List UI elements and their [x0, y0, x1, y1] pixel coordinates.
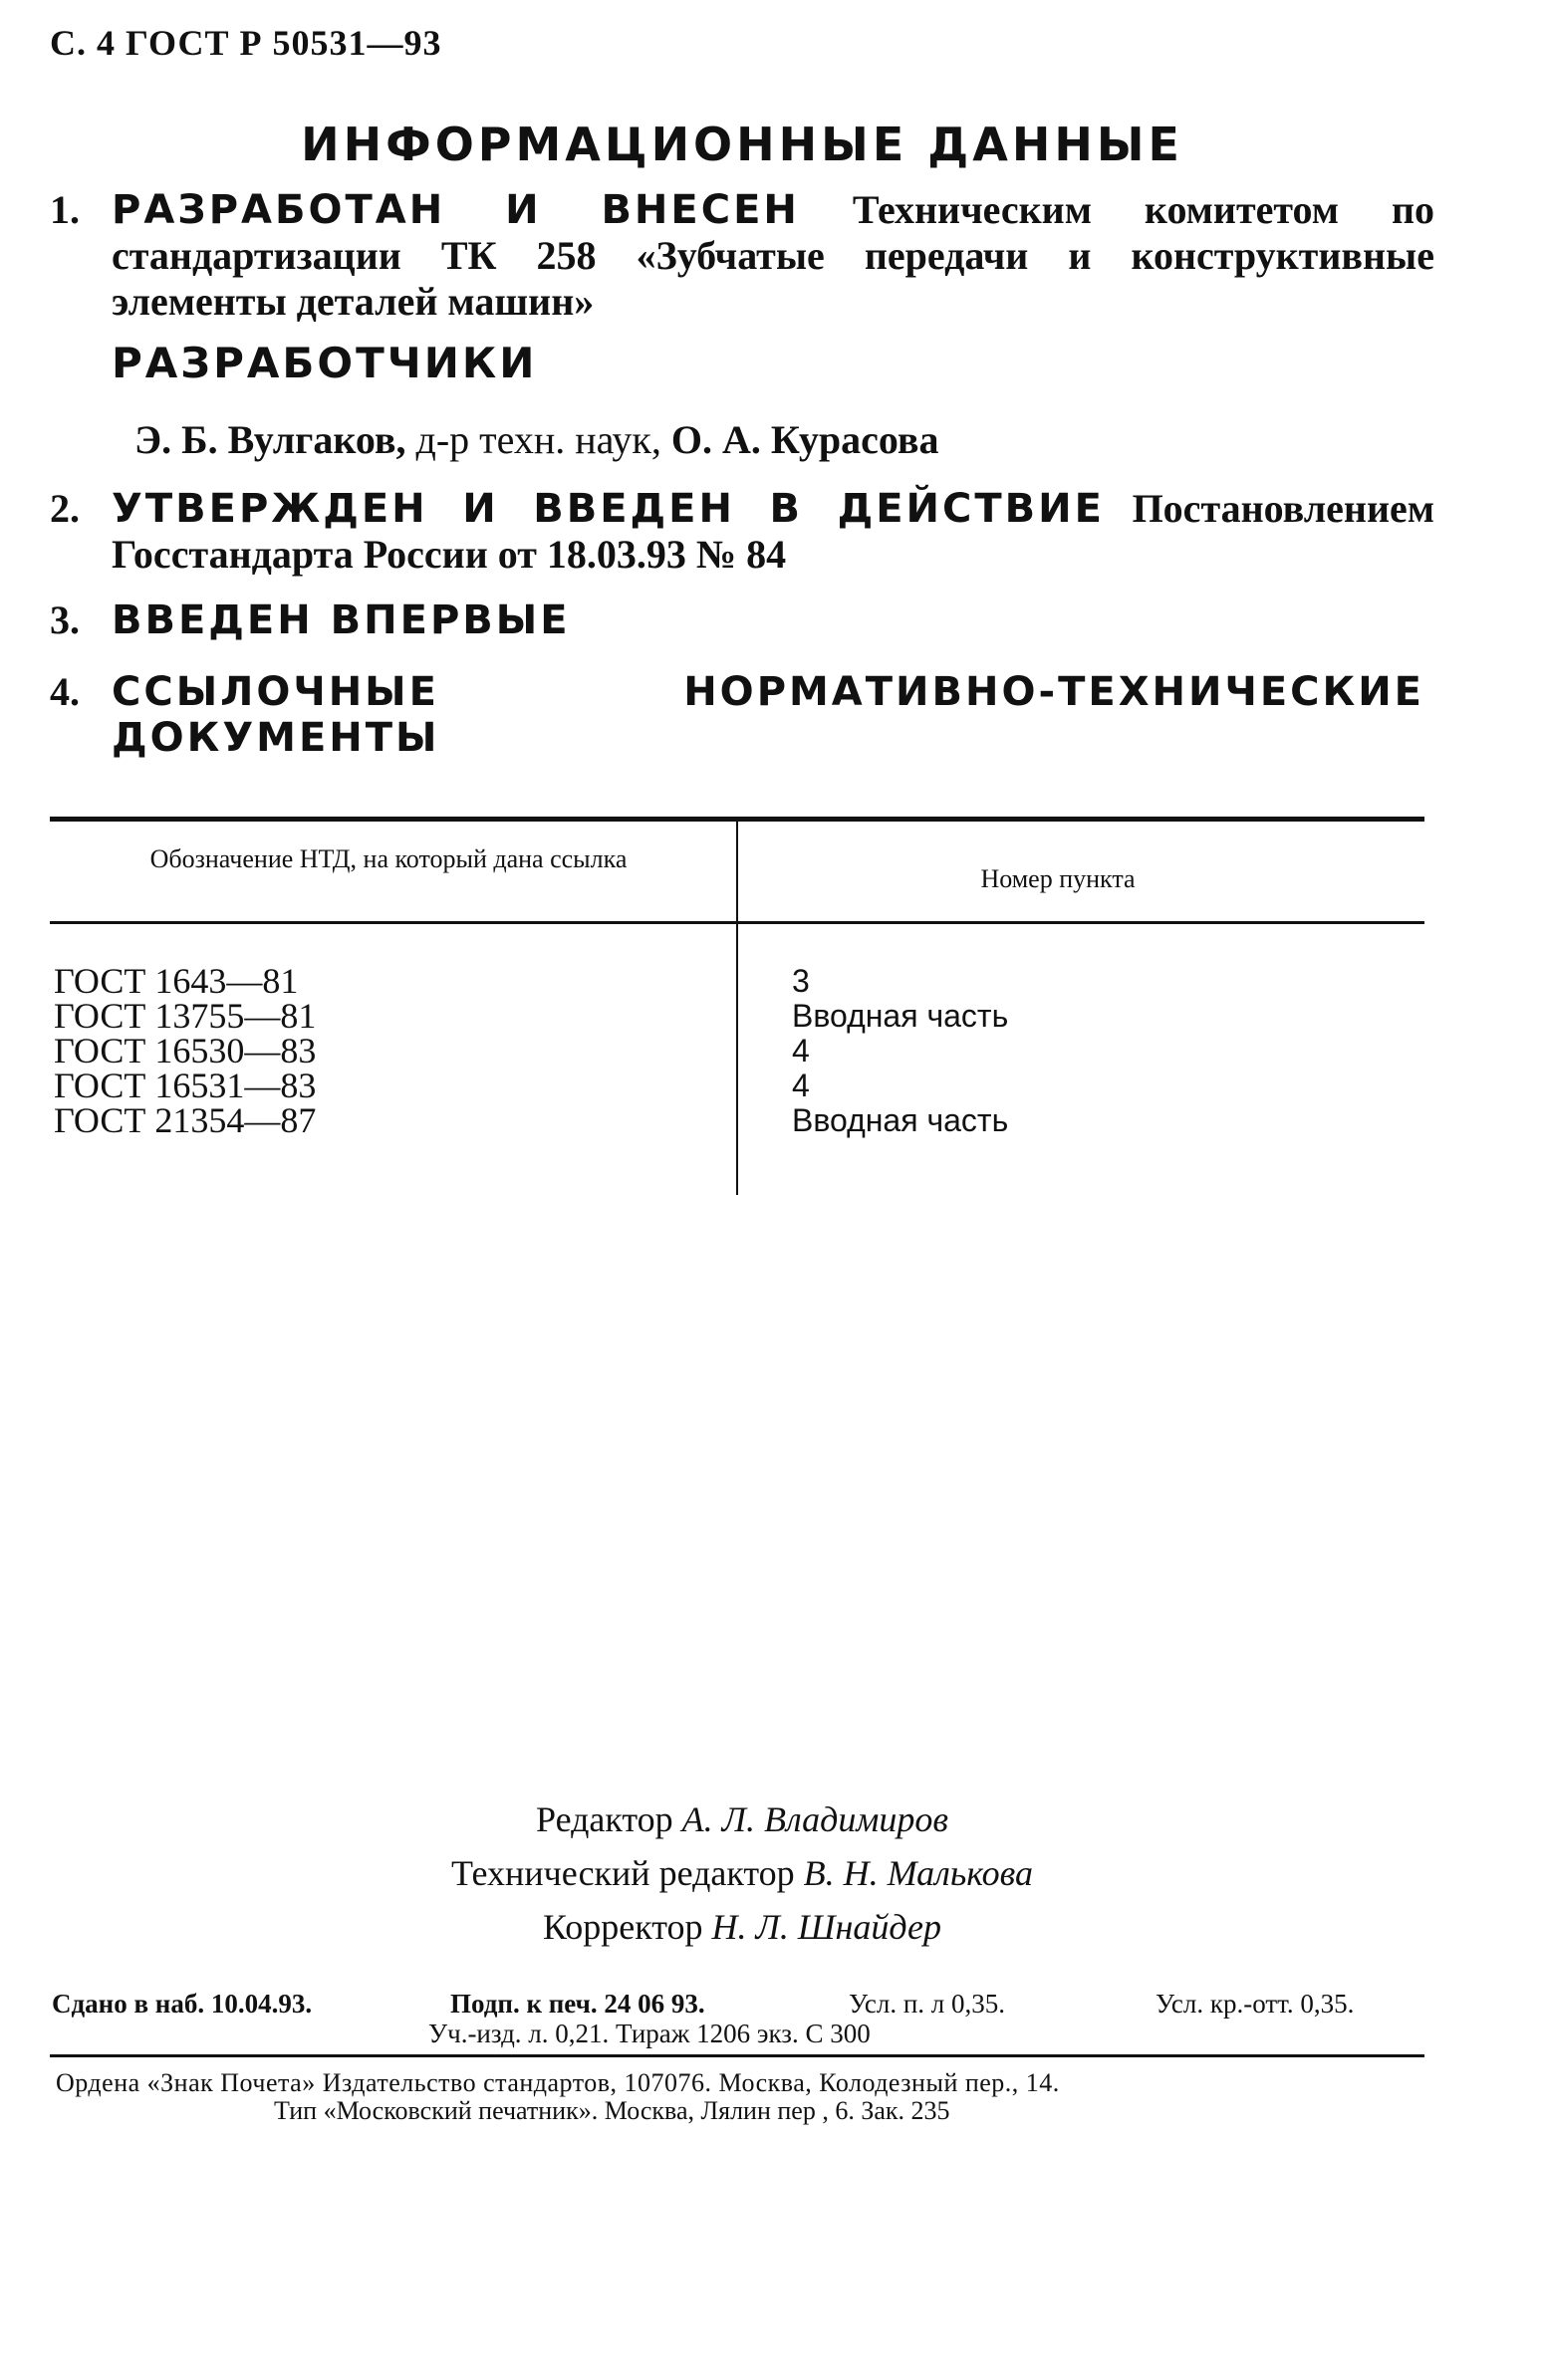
- credits-block: [0, 1792, 1484, 1954]
- table-row: [792, 964, 1008, 1138]
- submitted-date: Сдано в наб. 10.04.93.: [52, 1989, 313, 2019]
- author-1-title: д-р техн. наук,: [405, 417, 671, 462]
- table-cell-doc: ГОСТ 13755—81: [54, 996, 317, 1036]
- item-3: [50, 597, 1434, 643]
- tech-editor-line: [0, 1846, 1484, 1900]
- table-header-divider: [736, 822, 738, 921]
- item-number: 3.: [50, 597, 80, 642]
- item-caps: РАЗРАБОТАН И ВНЕСЕН: [112, 187, 800, 233]
- item-4: [50, 669, 1424, 761]
- table-col-header-clause: Номер пункта: [980, 864, 1136, 893]
- item-number: 4.: [50, 669, 80, 714]
- editor-line: [0, 1792, 1484, 1846]
- author-1-name: Э. Б. Вулгаков,: [134, 417, 406, 462]
- section-title: ИНФОРМАЦИОННЫЕ ДАННЫЕ: [301, 118, 1183, 171]
- imprint-rule: [50, 2054, 1424, 2057]
- table-row: [54, 961, 317, 1140]
- item-text: Постановлением Госстандарта России от 18.03.93 № 84: [112, 486, 1434, 577]
- table-cell-doc: ГОСТ 16530—83: [54, 1031, 317, 1071]
- item-number: 1.: [50, 187, 80, 232]
- item-text: Техническим комитетом по стандартизации ТК 258 «Зубчатые передачи и конструктивные элементы деталей машин»: [112, 187, 1434, 324]
- proofreader-name: Н. Л. Шнайдер: [711, 1907, 941, 1947]
- item-caps: ВВЕДЕН ВПЕРВЫЕ: [112, 597, 571, 643]
- imprint-color-prints: Усл. кр.-отт. 0,35.: [1156, 1989, 1355, 2019]
- proofreader-label: Корректор: [543, 1907, 712, 1947]
- authors-line: [134, 416, 938, 463]
- table-body-divider: [736, 924, 738, 1195]
- signed-date: Подп. к печ. 24 06 93.: [450, 1989, 705, 2019]
- table-cell-clause: Вводная часть: [792, 1102, 1009, 1138]
- developers-heading: РАЗРАБОТЧИКИ: [112, 339, 538, 387]
- table-col-header-doc: Обозначение НТД, на который дана ссылка: [149, 844, 628, 873]
- tech-editor-name: В. Н. Малькова: [803, 1853, 1034, 1893]
- table-cell-clause: 4: [792, 1033, 810, 1069]
- editor-label: Редактор: [536, 1799, 682, 1839]
- item-caps: УТВЕРЖДЕН И ВВЕДЕН В ДЕЙСТВИЕ: [112, 486, 1105, 532]
- imprint-print-sheets: Усл. п. л 0,35.: [849, 1989, 1006, 2019]
- table-cell-clause: Вводная часть: [792, 998, 1009, 1034]
- item-caps: ССЫЛОЧНЫЕ НОРМАТИВНО-ТЕХНИЧЕСКИЕ ДОКУМЕНТЫ: [112, 669, 1424, 761]
- item-1: [50, 187, 1434, 325]
- proofreader-line: [0, 1900, 1484, 1954]
- imprint-submitted: [52, 1989, 312, 2020]
- table-cell-clause: 4: [792, 1068, 810, 1103]
- table-cell-clause: 3: [792, 963, 810, 999]
- author-2-name: О. А. Курасова: [670, 417, 939, 462]
- imprint-signed: [450, 1989, 705, 2020]
- imprint-printer: Тип «Московский печатник». Москва, Лялин пер , 6. Зак. 235: [274, 2096, 950, 2125]
- table-cell-doc: ГОСТ 16531—83: [54, 1066, 317, 1105]
- tech-editor-label: Технический редактор: [450, 1853, 804, 1893]
- imprint-line-2: Уч.-изд. л. 0,21. Тираж 1206 экз. С 300: [428, 2019, 871, 2048]
- page-header: С. 4 ГОСТ Р 50531—93: [50, 23, 442, 63]
- imprint-publisher: Ордена «Знак Почета» Издательство стандартов, 107076. Москва, Колодезный пер., 14.: [56, 2068, 1060, 2097]
- item-number: 2.: [50, 486, 80, 531]
- table-cell-doc: ГОСТ 21354—87: [54, 1100, 317, 1140]
- item-2: [50, 486, 1434, 578]
- table-cell-doc: ГОСТ 1643—81: [54, 961, 299, 1001]
- editor-name: А. Л. Владимиров: [681, 1799, 948, 1839]
